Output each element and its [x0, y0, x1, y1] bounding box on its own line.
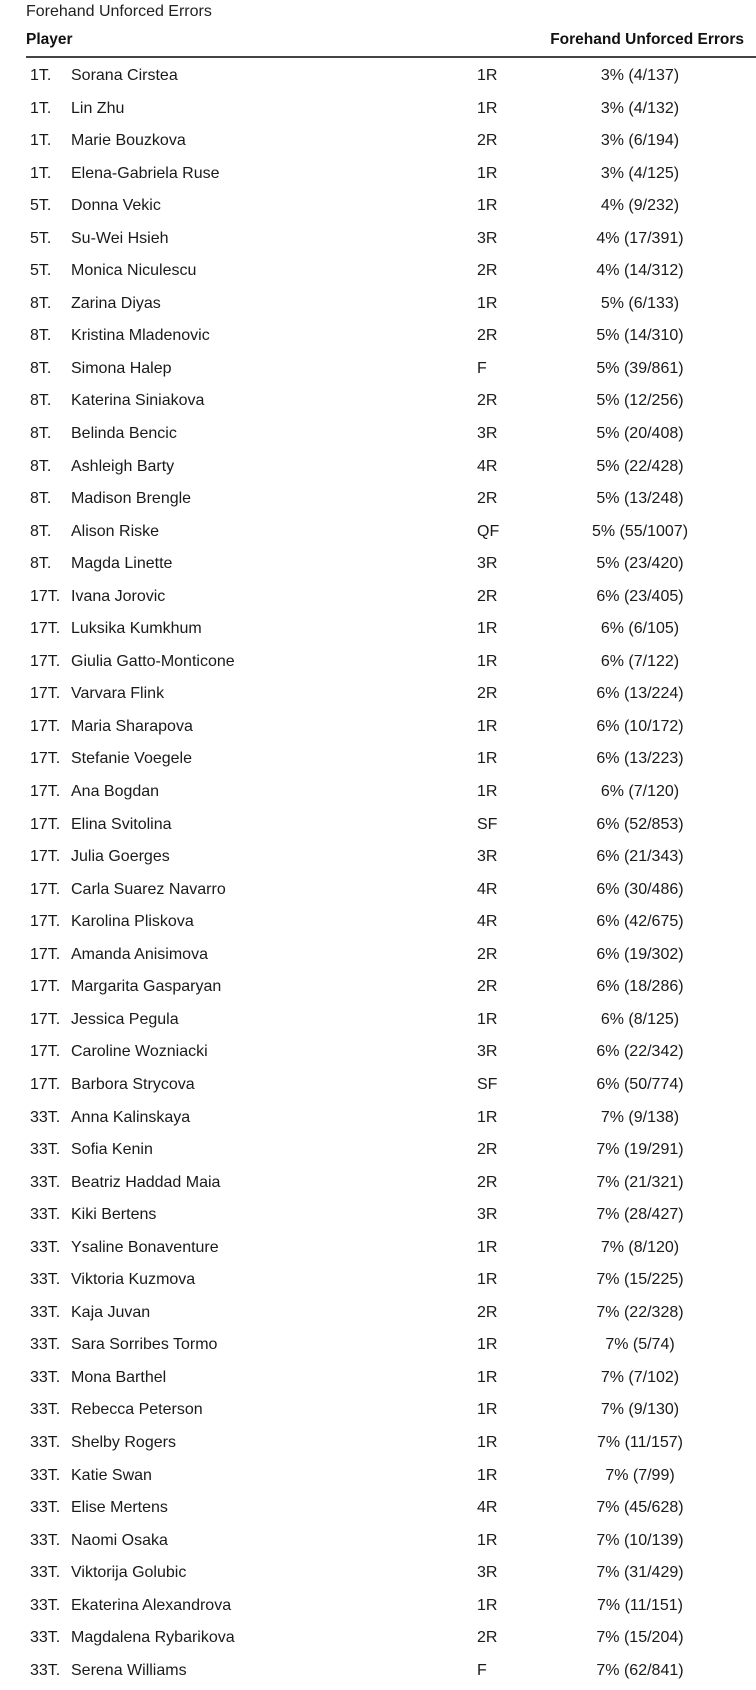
table-row [0, 1427, 756, 1460]
round-cell: 2R [477, 1303, 498, 1321]
rank-cell: 33T. [30, 1368, 61, 1386]
rank-cell: 8T. [30, 359, 52, 377]
player-name-cell[interactable]: Sofia Kenin [71, 1141, 153, 1159]
player-name-cell[interactable]: Elise Mertens [71, 1499, 168, 1517]
round-cell: 2R [477, 490, 498, 508]
table-row [0, 613, 756, 646]
player-name-cell[interactable]: Monica Niculescu [71, 262, 197, 280]
player-name-cell[interactable]: Zarina Diyas [71, 294, 161, 312]
table-row [0, 385, 756, 418]
forehand-unforced-errors-cell: 5% (22/428) [596, 457, 684, 475]
table-row [0, 1329, 756, 1362]
player-name-cell[interactable]: Viktoria Kuzmova [71, 1271, 196, 1289]
player-name-cell[interactable]: Belinda Bencic [71, 425, 177, 443]
forehand-unforced-errors-cell: 7% (62/841) [596, 1661, 684, 1679]
table-row [0, 678, 756, 711]
forehand-unforced-errors-cell: 7% (7/102) [600, 1368, 680, 1386]
rank-cell: 33T. [30, 1466, 61, 1484]
table-row [0, 1036, 756, 1069]
round-cell: 3R [477, 555, 498, 573]
rank-cell: 17T. [30, 913, 61, 931]
player-name-cell[interactable]: Giulia Gatto-Monticone [71, 652, 235, 670]
table-row [0, 1069, 756, 1102]
header-divider [26, 56, 756, 58]
rank-cell: 17T. [30, 685, 61, 703]
rank-cell: 33T. [30, 1499, 61, 1517]
rank-cell: 17T. [30, 945, 61, 963]
player-name-cell[interactable]: Varvara Flink [71, 685, 165, 703]
table-row [0, 190, 756, 223]
round-cell: 3R [477, 425, 498, 443]
player-name-cell[interactable]: Madison Brengle [71, 490, 192, 508]
table-row [0, 841, 756, 874]
column-header-player[interactable]: Player [26, 31, 73, 48]
rank-cell: 33T. [30, 1271, 61, 1289]
player-name-cell[interactable]: Sara Sorribes Tormo [71, 1336, 218, 1354]
table-row [0, 125, 756, 158]
table-row [0, 1622, 756, 1655]
forehand-unforced-errors-cell: 7% (31/429) [596, 1564, 684, 1582]
forehand-unforced-errors-cell: 7% (22/328) [596, 1303, 684, 1321]
round-cell: 4R [477, 1499, 498, 1517]
rank-cell: 17T. [30, 1010, 61, 1028]
forehand-unforced-errors-cell: 5% (13/248) [596, 490, 684, 508]
table-title: Forehand Unforced Errors [26, 3, 212, 20]
rank-cell: 1T. [30, 67, 52, 84]
rank-cell: 8T. [30, 555, 52, 573]
forehand-unforced-errors-cell: 3% (4/132) [600, 99, 680, 117]
table-row [0, 1525, 756, 1558]
table-row [0, 158, 756, 191]
round-cell: 2R [477, 327, 498, 345]
round-cell: 3R [477, 1043, 498, 1061]
table-row [0, 451, 756, 484]
table-row [0, 255, 756, 288]
player-name-cell[interactable]: Stefanie Voegele [71, 750, 192, 768]
forehand-unforced-errors-cell: 7% (19/291) [596, 1141, 684, 1159]
player-name-cell[interactable]: Viktorija Golubic [71, 1564, 187, 1582]
rank-cell: 17T. [30, 880, 61, 898]
forehand-unforced-errors-cell: 5% (20/408) [596, 425, 684, 443]
player-name-cell[interactable]: Caroline Wozniacki [71, 1043, 208, 1061]
player-name-cell[interactable]: Kristina Mladenovic [71, 327, 210, 345]
player-name-cell[interactable]: Ivana Jorovic [71, 587, 166, 605]
forehand-unforced-errors-cell: 5% (39/861) [596, 359, 684, 377]
round-cell: 1R [477, 1336, 498, 1354]
rank-cell: 1T. [30, 132, 52, 150]
player-name-cell[interactable]: Ekaterina Alexandrova [71, 1596, 232, 1614]
rank-cell: 33T. [30, 1238, 61, 1256]
round-cell: SF [477, 1075, 498, 1093]
table-row [0, 971, 756, 1004]
table-row [0, 288, 756, 321]
player-name-cell[interactable]: Simona Halep [71, 359, 172, 377]
player-name-cell[interactable]: Julia Goerges [71, 848, 170, 866]
rank-cell: 33T. [30, 1206, 61, 1224]
forehand-unforced-errors-cell: 6% (13/224) [596, 685, 684, 703]
player-name-cell[interactable]: Maria Sharapova [71, 717, 193, 735]
forehand-unforced-errors-cell: 6% (13/223) [596, 750, 684, 768]
round-cell: 3R [477, 1564, 498, 1582]
forehand-unforced-errors-cell: 6% (7/120) [600, 783, 680, 801]
round-cell: 1R [477, 1108, 498, 1126]
round-cell: 1R [477, 164, 498, 182]
forehand-unforced-errors-cell: 6% (8/125) [600, 1010, 680, 1028]
round-cell: 3R [477, 848, 498, 866]
forehand-unforced-errors-cell: 7% (21/321) [596, 1173, 684, 1191]
table-row [0, 1655, 756, 1688]
table-row [0, 1590, 756, 1623]
round-cell: 1R [477, 99, 498, 117]
player-name-cell[interactable]: Mona Barthel [71, 1368, 167, 1386]
forehand-unforced-errors-cell: 6% (23/405) [596, 587, 684, 605]
rank-cell: 33T. [30, 1336, 61, 1354]
player-name-cell[interactable]: Kiki Bertens [71, 1206, 157, 1224]
rank-cell: 5T. [30, 197, 52, 215]
forehand-unforced-errors-cell: 6% (21/343) [596, 848, 684, 866]
player-name-cell[interactable]: Barbora Strycova [71, 1075, 195, 1093]
round-cell: 1R [477, 1401, 498, 1419]
round-cell: 3R [477, 1206, 498, 1224]
forehand-unforced-errors-cell: 3% (4/137) [600, 67, 680, 84]
table-row [0, 1297, 756, 1330]
forehand-unforced-errors-cell: 7% (11/151) [597, 1596, 683, 1614]
round-cell: 1R [477, 1433, 498, 1451]
player-name-cell[interactable]: Katie Swan [71, 1466, 152, 1484]
round-cell: 1R [477, 750, 498, 768]
forehand-unforced-errors-cell: 5% (6/133) [600, 294, 680, 312]
table-row [0, 93, 756, 126]
player-name-cell[interactable]: Amanda Anisimova [71, 945, 208, 963]
forehand-unforced-errors-cell: 5% (12/256) [596, 392, 684, 410]
round-cell: 1R [477, 1531, 498, 1549]
rank-cell: 8T. [30, 457, 52, 475]
round-cell: 2R [477, 945, 498, 963]
rank-cell: 1T. [30, 99, 52, 117]
forehand-unforced-errors-cell: 6% (18/286) [596, 978, 684, 996]
round-cell: 1R [477, 294, 498, 312]
forehand-unforced-errors-cell: 7% (15/204) [596, 1629, 684, 1647]
forehand-unforced-errors-cell: 4% (9/232) [600, 197, 680, 215]
player-name-cell[interactable]: Elina Svitolina [71, 815, 172, 833]
player-name-cell[interactable]: Serena Williams [71, 1661, 187, 1679]
table-row [0, 1199, 756, 1232]
round-cell: 1R [477, 1010, 498, 1028]
rank-cell: 8T. [30, 327, 52, 345]
round-cell: 1R [477, 620, 498, 638]
round-cell: 2R [477, 392, 498, 410]
forehand-unforced-errors-cell: 6% (6/105) [600, 620, 680, 638]
table-row [0, 646, 756, 679]
player-name-cell[interactable]: Ashleigh Barty [71, 457, 175, 475]
rank-cell: 17T. [30, 717, 61, 735]
table-row [0, 743, 756, 776]
player-name-cell[interactable]: Ana Bogdan [71, 783, 160, 801]
rank-cell: 8T. [30, 522, 52, 540]
player-name-cell[interactable]: Alison Riske [71, 522, 160, 540]
forehand-unforced-errors-cell: 5% (55/1007) [591, 522, 689, 540]
round-cell: 1R [477, 1368, 498, 1386]
player-name-cell[interactable]: Jessica Pegula [71, 1010, 179, 1028]
rank-cell: 1T. [30, 164, 52, 182]
table-row [0, 1004, 756, 1037]
table-row [0, 223, 756, 256]
round-cell: 1R [477, 67, 498, 84]
player-name-cell[interactable]: Naomi Osaka [71, 1531, 168, 1549]
player-name-cell[interactable]: Lin Zhu [71, 99, 125, 117]
rank-cell: 17T. [30, 750, 61, 768]
round-cell: QF [477, 522, 500, 540]
table-row [0, 516, 756, 549]
forehand-unforced-errors-cell: 6% (22/342) [596, 1043, 684, 1061]
column-header-forehand-unforced-errors[interactable]: Forehand Unforced Errors [550, 31, 744, 48]
player-name-cell[interactable]: Magda Linette [71, 555, 173, 573]
table-row [0, 1102, 756, 1135]
round-cell: 2R [477, 978, 498, 996]
round-cell: 1R [477, 1596, 498, 1614]
rank-cell: 8T. [30, 425, 52, 443]
table-row [0, 1134, 756, 1167]
forehand-unforced-errors-cell: 6% (52/853) [596, 815, 684, 833]
table-row [0, 1167, 756, 1200]
forehand-unforced-errors-cell: 7% (45/628) [596, 1499, 684, 1517]
round-cell: 3R [477, 229, 498, 247]
table-row [0, 548, 756, 581]
table-row [0, 1232, 756, 1265]
rank-cell: 33T. [30, 1433, 61, 1451]
round-cell: 1R [477, 717, 498, 735]
forehand-unforced-errors-cell: 5% (23/420) [596, 555, 684, 573]
forehand-unforced-errors-cell: 5% (14/310) [596, 327, 684, 345]
player-name-cell[interactable]: Margarita Gasparyan [71, 978, 222, 996]
table-row [0, 418, 756, 451]
rank-cell: 17T. [30, 783, 61, 801]
round-cell: 2R [477, 587, 498, 605]
rank-cell: 17T. [30, 978, 61, 996]
rank-cell: 33T. [30, 1661, 61, 1679]
player-name-cell[interactable]: Magdalena Rybarikova [71, 1629, 235, 1647]
rank-cell: 17T. [30, 1075, 61, 1093]
rank-cell: 5T. [30, 262, 52, 280]
round-cell: F [477, 359, 487, 377]
rank-cell: 17T. [30, 587, 61, 605]
player-name-cell[interactable]: Carla Suarez Navarro [71, 880, 226, 898]
forehand-unforced-errors-cell: 3% (6/194) [600, 132, 680, 150]
table-row [0, 906, 756, 939]
rank-cell: 33T. [30, 1629, 61, 1647]
round-cell: 2R [477, 132, 498, 150]
rank-cell: 5T. [30, 229, 52, 247]
player-name-cell[interactable]: Shelby Rogers [71, 1433, 176, 1451]
table-row [0, 1557, 756, 1590]
rank-cell: 33T. [30, 1531, 61, 1549]
round-cell: 2R [477, 1629, 498, 1647]
table-row [0, 320, 756, 353]
forehand-unforced-errors-cell: 6% (19/302) [596, 945, 684, 963]
player-name-cell[interactable]: Katerina Siniakova [71, 392, 205, 410]
player-name-cell[interactable]: Kaja Juvan [71, 1303, 151, 1321]
forehand-unforced-errors-cell: 6% (42/675) [596, 913, 684, 931]
table-row [0, 809, 756, 842]
forehand-unforced-errors-cell: 6% (30/486) [596, 880, 684, 898]
forehand-unforced-errors-cell: 7% (28/427) [596, 1206, 684, 1224]
forehand-unforced-errors-cell: 7% (10/139) [596, 1531, 684, 1549]
table-row [0, 1362, 756, 1395]
player-name-cell[interactable]: Elena-Gabriela Ruse [71, 164, 220, 182]
forehand-unforced-errors-cell: 7% (11/157) [597, 1433, 683, 1451]
player-name-cell[interactable]: Donna Vekic [71, 197, 161, 215]
rank-cell: 17T. [30, 815, 61, 833]
forehand-unforced-errors-cell: 7% (15/225) [596, 1271, 684, 1289]
round-cell: 1R [477, 1238, 498, 1256]
rank-cell: 17T. [30, 848, 61, 866]
forehand-unforced-errors-cell: 6% (10/172) [596, 717, 684, 735]
rank-cell: 17T. [30, 652, 61, 670]
round-cell: 2R [477, 685, 498, 703]
table-body [0, 60, 756, 1687]
round-cell: 2R [477, 1141, 498, 1159]
player-name-cell[interactable]: Beatriz Haddad Maia [71, 1173, 221, 1191]
forehand-unforced-errors-cell: 7% (9/138) [600, 1108, 680, 1126]
player-name-cell[interactable]: Anna Kalinskaya [71, 1108, 191, 1126]
round-cell: 2R [477, 1173, 498, 1191]
rank-cell: 8T. [30, 392, 52, 410]
round-cell: 4R [477, 880, 498, 898]
table-row [0, 711, 756, 744]
player-name-cell[interactable]: Luksika Kumkhum [71, 620, 202, 638]
table-row [0, 581, 756, 614]
round-cell: 2R [477, 262, 498, 280]
round-cell: 4R [477, 457, 498, 475]
forehand-unforced-errors-cell: 3% (4/125) [600, 164, 680, 182]
rank-cell: 33T. [30, 1564, 61, 1582]
round-cell: SF [477, 815, 498, 833]
forehand-unforced-errors-cell: 7% (8/120) [600, 1238, 680, 1256]
table-row [0, 939, 756, 972]
table-row [0, 483, 756, 516]
rank-cell: 33T. [30, 1303, 61, 1321]
rank-cell: 33T. [30, 1401, 61, 1419]
forehand-unforced-errors-cell: 4% (17/391) [596, 229, 684, 247]
player-name-cell[interactable]: Ysaline Bonaventure [71, 1238, 219, 1256]
forehand-unforced-errors-cell: 7% (5/74) [605, 1336, 675, 1354]
table-row [0, 1492, 756, 1525]
round-cell: 1R [477, 783, 498, 801]
rank-cell: 8T. [30, 294, 52, 312]
rank-cell: 17T. [30, 620, 61, 638]
player-name-cell[interactable]: Karolina Pliskova [71, 913, 194, 931]
rank-cell: 33T. [30, 1596, 61, 1614]
rank-cell: 33T. [30, 1141, 61, 1159]
rank-cell: 17T. [30, 1043, 61, 1061]
player-name-cell[interactable]: Marie Bouzkova [71, 132, 186, 150]
forehand-unforced-errors-cell: 7% (9/130) [600, 1401, 680, 1419]
round-cell: 1R [477, 652, 498, 670]
table-row [0, 874, 756, 907]
round-cell: 1R [477, 1466, 498, 1484]
table-row [0, 1460, 756, 1493]
round-cell: 1R [477, 197, 498, 215]
table-row [0, 776, 756, 809]
table-row [0, 1264, 756, 1297]
rank-cell: 8T. [30, 490, 52, 508]
round-cell: 1R [477, 1271, 498, 1289]
table-row [0, 60, 756, 93]
rank-cell: 33T. [30, 1173, 61, 1191]
round-cell: 4R [477, 913, 498, 931]
table-row [0, 353, 756, 386]
player-name-cell[interactable]: Su-Wei Hsieh [71, 229, 169, 247]
forehand-unforced-errors-cell: 6% (7/122) [600, 652, 680, 670]
forehand-unforced-errors-cell: 4% (14/312) [596, 262, 684, 280]
forehand-unforced-errors-cell: 6% (50/774) [596, 1075, 684, 1093]
player-name-cell[interactable]: Rebecca Peterson [71, 1401, 203, 1419]
round-cell: F [477, 1661, 487, 1679]
forehand-unforced-errors-cell: 7% (7/99) [605, 1466, 675, 1484]
player-name-cell[interactable]: Sorana Cirstea [71, 67, 178, 84]
table-row [0, 1394, 756, 1427]
rank-cell: 33T. [30, 1108, 61, 1126]
